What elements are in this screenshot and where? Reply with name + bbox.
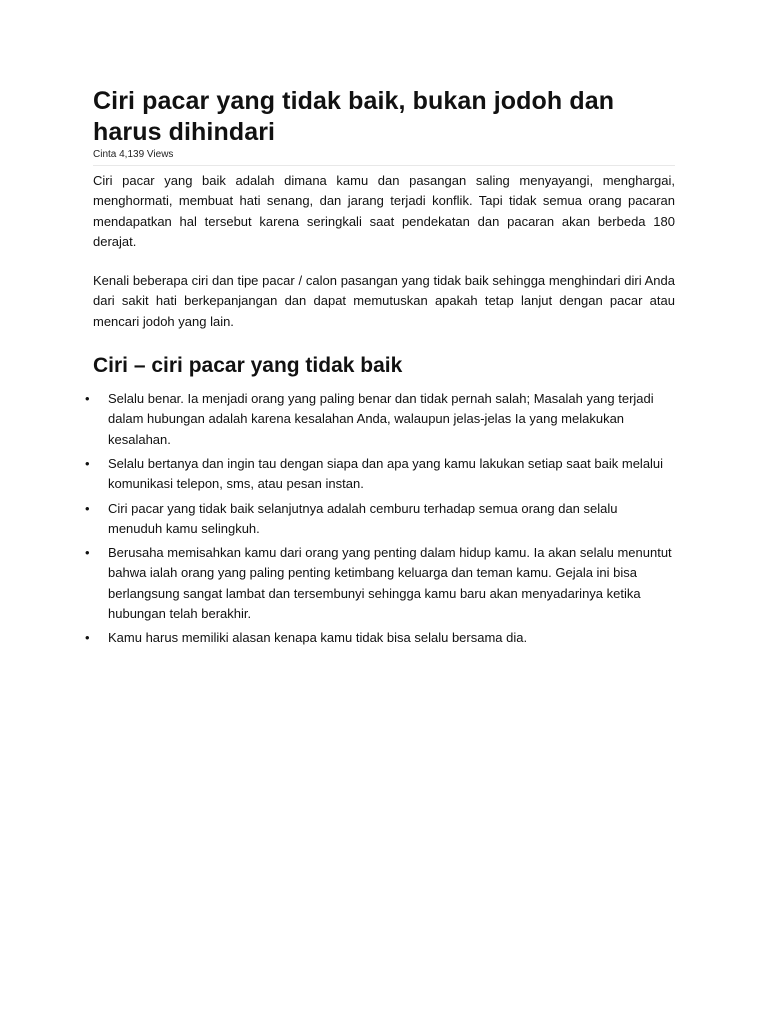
list-item-text: Selalu benar. Ia menjadi orang yang paling benar dan tidak pernah salah; Masalah yang terjadi dalam hubungan adalah karena kesalahan Anda, walaupun jelas-jelas Ia yang melakukan kesalahan. bbox=[108, 391, 654, 447]
meta-divider bbox=[93, 165, 675, 166]
list-item-text: Ciri pacar yang tidak baik selanjutnya adalah cemburu terhadap semua orang dan selalu menuduh kamu selingkuh. bbox=[108, 500, 618, 536]
article-title: Ciri pacar yang tidak baik, bukan jodoh dan harus dihindari bbox=[93, 87, 615, 146]
bullet-icon: • bbox=[85, 500, 90, 516]
list-item-text: Selalu bertanya dan ingin tau dengan siapa dan apa yang kamu lakukan setiap saat baik melalui komunikasi telepon, sms, atau pesan instan. bbox=[108, 455, 664, 492]
bullet-list bbox=[85, 389, 675, 649]
intro-paragraph: Ciri pacar yang baik adalah dimana kamu dan pasangan saling menyayangi, menghargai, menghormati, membuat hati senang, dan jarang terjadi konflik. Tapi tidak semua orang pacaran mendapatkan hal tersebut karena seringkali saat pendekatan dan pacaran akan berbeda 180 derajat. bbox=[93, 173, 675, 249]
list-item bbox=[85, 454, 675, 495]
list-item-text: Berusaha memisahkan kamu dari orang yang penting dalam hidup kamu. Ia akan selalu menuntut bahwa ialah orang yang paling penting ketimbang keluarga dan teman kamu. Gejala ini bisa berlangsung sangat lambat dan tersembunyi sehingga kamu baru akan menyadarinya ketika hubungan telah berakhir. bbox=[108, 545, 672, 622]
bullet-icon: • bbox=[85, 545, 90, 561]
article-meta: Cinta 4,139 Views bbox=[93, 149, 174, 160]
list-item bbox=[85, 628, 675, 648]
document-page bbox=[85, 86, 675, 653]
list-item-text: Kamu harus memiliki alasan kenapa kamu tidak bisa selalu bersama dia. bbox=[108, 630, 528, 646]
list-item bbox=[85, 543, 675, 624]
bullet-icon: • bbox=[85, 630, 90, 646]
bullet-icon: • bbox=[85, 455, 90, 471]
intro-paragraph-2: Kenali beberapa ciri dan tipe pacar / calon pasangan yang tidak baik sehingga menghindari diri Anda dari sakit hati berkepanjangan dan dapat memutuskan apakah tetap lanjut dengan pacar atau mencari jodoh yang lain. bbox=[93, 273, 675, 329]
list-item bbox=[85, 499, 675, 540]
list-item bbox=[85, 389, 675, 450]
bullet-icon: • bbox=[85, 391, 90, 407]
section-heading: Ciri – ciri pacar yang tidak baik bbox=[93, 354, 403, 378]
